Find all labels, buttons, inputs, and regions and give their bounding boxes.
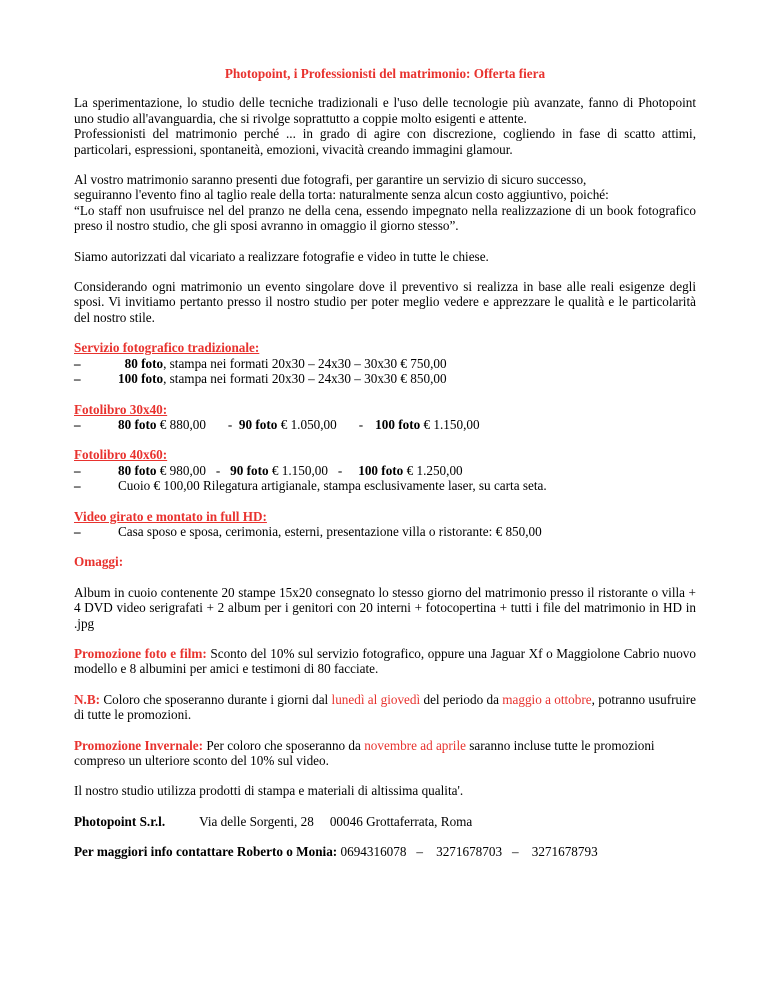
promo-foto-text: Sconto del 10% sul servizio fotografico, oppure una Jaguar Xf o Maggiolone Cabrio nuovo modello e 8 albumini per amici e testimoni di 80 facciate. <box>74 645 696 677</box>
servizio-item-rest: , stampa nei formati 20x30 – 24x30 – 30x30 € 750,00 <box>163 355 447 371</box>
promo-invernale-label: Promozione Invernale: <box>74 737 204 753</box>
company-line <box>74 814 696 829</box>
servizio-item <box>74 356 696 371</box>
dash-bullet: – <box>74 416 81 432</box>
separator: - <box>337 462 343 478</box>
document-page <box>74 62 696 875</box>
fotografi-line-2: seguiranno l'evento fino al taglio reale della torta: naturalmente senza alcun costo aggiuntivo, poiché: <box>74 187 609 203</box>
fotolibro40-opt-c: 100 foto <box>358 462 404 478</box>
fotolibro40-item-text <box>118 463 463 478</box>
servizio-item-text <box>118 356 447 371</box>
nb-text: Coloro che sposeranno durante i giorni dal <box>100 691 332 707</box>
servizio-item-bold: 80 foto <box>124 355 164 371</box>
fotolibro30-price-c: € 1.150,00 <box>420 416 480 432</box>
omaggi-heading: Omaggi: <box>74 554 124 570</box>
video-item <box>74 524 696 539</box>
separator: - <box>215 462 221 478</box>
servizio-item-bold: 100 foto <box>118 371 164 387</box>
nb-text: del periodo da <box>420 691 503 707</box>
fotolibro40-item <box>74 478 696 493</box>
promo-invernale-text: Per coloro che sposeranno da <box>203 737 365 753</box>
separator: - <box>227 416 233 432</box>
servizio-item-rest: , stampa nei formati 20x30 – 24x30 – 30x30 € 850,00 <box>163 371 447 387</box>
dash-bullet: – <box>74 523 81 539</box>
vicariato-paragraph: Siamo autorizzati dal vicariato a realizzare fotografie e video in tutte le chiese. <box>74 248 489 264</box>
phone-2: 3271678703 <box>436 844 503 860</box>
video-section <box>74 509 696 540</box>
fotografi-paragraph <box>74 172 696 234</box>
intro-text-2: Professionisti del matrimonio perché ... in grado di agire con discrezione, cogliendo in fase di scatto attimi, particolari, espressioni, spontaneità, emozioni, vivacità creando immagini glamour. <box>74 126 696 157</box>
nb-text: , potranno usufruire di tutte le promozioni. <box>74 691 697 723</box>
fotolibro40-price-b: € 1.150,00 <box>268 462 328 478</box>
intro-text-1: La sperimentazione, lo studio delle tecniche tradizionali e l'uso delle tecnologie più avanzate, fanno di Photopoint uno studio all'avanguardia, che si rivolge soprattutto a coppie molto esigenti e attente. <box>74 95 696 126</box>
preventivo-paragraph: Considerando ogni matrimonio un evento singolare dove il preventivo si realizza in base alle reali esigenze degli sposi. Vi invitiamo pertanto presso il nostro studio per poter meglio vedere e apprezzare le qualità e le particolarità del nostro stile. <box>74 279 696 325</box>
fotolibro40-opt-a: 80 foto <box>118 462 157 478</box>
nb-paragraph <box>74 692 696 723</box>
fotolibro40-item <box>74 463 696 478</box>
video-heading: Video girato e montato in full HD: <box>74 508 267 524</box>
nb-months: maggio a ottobre <box>502 691 592 707</box>
promo-invernale-text: saranno incluse tutte le promozioni compreso un ulteriore sconto del 10% sul video. <box>74 737 655 768</box>
intro-paragraph <box>74 95 696 157</box>
phone-1: 0694316078 <box>340 844 407 860</box>
nb-days: lunedì al giovedì <box>331 691 421 707</box>
dash-bullet: – <box>74 355 81 371</box>
separator: – <box>511 844 519 860</box>
phone-3: 3271678793 <box>531 844 598 860</box>
dash-bullet: – <box>74 462 81 478</box>
nb-label: N.B: <box>74 691 101 707</box>
omaggi-paragraph: Album in cuoio contenente 20 stampe 15x20 consegnato lo stesso giorno del matrimonio presso il ristorante o villa + 4 DVD video serigrafati + 2 album per i genitori con 20 interni + fotocopertina + tutti i file del matrimonio in HD in .jpg <box>74 584 696 631</box>
materiali-paragraph: Il nostro studio utilizza prodotti di stampa e materiali di altissima qualita'. <box>74 783 464 799</box>
fotolibro30-opt-a: 80 foto <box>118 416 157 432</box>
document-title: Photopoint, i Professionisti del matrimonio: Offerta fiera <box>224 66 546 81</box>
company-name: Photopoint S.r.l. <box>74 813 166 829</box>
contact-line <box>74 844 696 859</box>
fotolibro40-cuoio: Cuoio € 100,00 Rilegatura artigianale, stampa esclusivamente laser, su carta seta. <box>118 478 547 494</box>
fotolibro30-opt-b: 90 foto <box>238 416 278 432</box>
servizio-heading: Servizio fotografico tradizionale: <box>74 340 260 356</box>
fotolibro30-price-a: € 880,00 <box>156 416 206 432</box>
separator: - <box>358 416 364 432</box>
separator: – <box>416 844 423 860</box>
promo-foto-paragraph <box>74 646 696 677</box>
fotolibro30-opt-c: 100 foto <box>375 416 421 432</box>
fotolibro30-item-text <box>118 417 480 432</box>
company-address: Via delle Sorgenti, 28 <box>199 813 314 829</box>
contact-label: Per maggiori info contattare Roberto o Monia: <box>74 844 338 860</box>
fotolibro40-section <box>74 447 696 493</box>
fotolibro30-price-b: € 1.050,00 <box>277 416 337 432</box>
servizio-section <box>74 340 696 386</box>
fotografi-line-1: Al vostro matrimonio saranno presenti due fotografi, per garantire un servizio di sicuro successo, <box>74 172 587 188</box>
company-city: 00046 Grottaferrata, Roma <box>329 813 473 829</box>
servizio-item <box>74 371 696 386</box>
promo-invernale-months: novembre ad aprile <box>364 737 466 753</box>
promo-invernale-paragraph <box>74 738 696 769</box>
fotolibro40-price-c: € 1.250,00 <box>403 462 463 478</box>
fotolibro40-price-a: € 980,00 <box>156 462 206 478</box>
fotolibro30-heading: Fotolibro 30x40: <box>74 401 168 417</box>
fotolibro30-item <box>74 417 696 432</box>
servizio-item-text <box>118 371 447 386</box>
fotografi-line-3: “Lo staff non usufruisce nel del pranzo ne della cena, essendo impegnato nella realizzazione di un book fotografico preso il nostro studio, che gli sposi avranno in omaggio il giorno stesso”. <box>74 202 696 234</box>
fotolibro40-heading: Fotolibro 40x60: <box>74 447 168 463</box>
video-item-text: Casa sposo e sposa, cerimonia, esterni, presentazione villa o ristorante: € 850,00 <box>118 523 542 539</box>
dash-bullet: – <box>74 478 81 494</box>
fotolibro30-section <box>74 402 696 433</box>
fotolibro40-opt-b: 90 foto <box>230 462 269 478</box>
dash-bullet: – <box>74 371 81 387</box>
promo-foto-label: Promozione foto e film: <box>74 645 207 661</box>
